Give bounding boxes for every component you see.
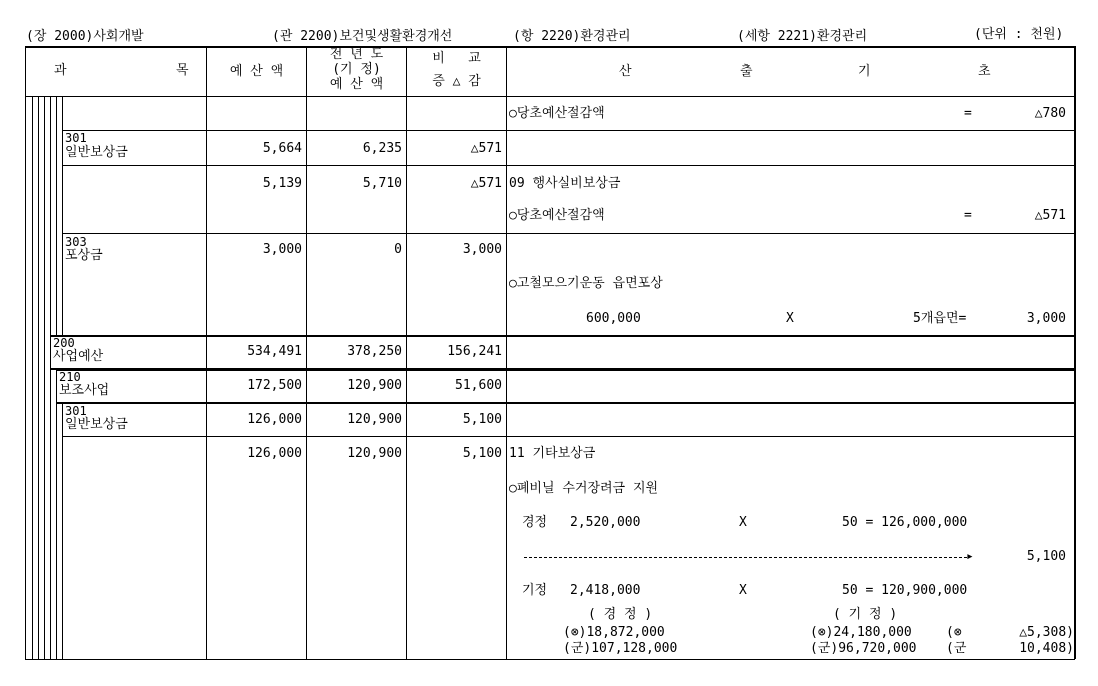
row3-name: 포상금 <box>65 248 103 263</box>
row2-prev: 5,710 <box>362 176 402 191</box>
indent-line <box>32 96 33 659</box>
row6-prev: 120,900 <box>347 412 402 427</box>
header-sehang: (세항 2221)환경관리 <box>737 29 868 44</box>
col-divider-basis <box>506 46 507 659</box>
gi-unit-price: 2,418,000 <box>570 583 641 598</box>
kyung-do: (⊗)18,872,000 <box>563 625 665 640</box>
kyung-head: ( 경 정 ) <box>588 607 653 622</box>
row3-basis-text: ○고철모으기운동 읍면포상 <box>509 276 663 291</box>
indent-line <box>62 96 63 336</box>
row3-calc-b: 5개읍면= <box>913 311 967 326</box>
row1-budget: 5,664 <box>262 141 302 156</box>
row-separator <box>50 335 1075 337</box>
row2-basis-title: 09 행사실비보상금 <box>509 176 621 191</box>
row5-name: 보조사업 <box>59 383 110 398</box>
row2-diff: △571 <box>470 176 502 191</box>
col-header-basis-3: 기 <box>858 64 871 79</box>
row4-prev: 378,250 <box>347 344 402 359</box>
gi-times: X <box>739 583 747 598</box>
col-header-basis-2: 출 <box>740 64 753 79</box>
row7-prev: 120,900 <box>347 446 402 461</box>
col-header-gwamok-2: 목 <box>176 63 189 78</box>
row1-diff: △571 <box>470 141 502 156</box>
row0-basis-text: ○당초예산절감액 <box>509 106 605 121</box>
indent-line <box>56 96 57 336</box>
row2-budget: 5,139 <box>262 176 302 191</box>
row-separator <box>62 165 1074 166</box>
kyung-gun: (군)107,128,000 <box>563 641 678 656</box>
dash-value: 5,100 <box>1026 549 1066 564</box>
indent-line <box>62 403 63 659</box>
row6-budget: 126,000 <box>247 412 302 427</box>
row7-basis-text: ○폐비닐 수거장려금 지원 <box>509 481 659 496</box>
diff-do-label: (⊗ <box>946 625 962 640</box>
row-separator <box>62 233 1074 234</box>
row3-budget: 3,000 <box>262 242 302 257</box>
kyung-unit-price: 2,520,000 <box>570 515 641 530</box>
row-separator <box>56 369 1075 371</box>
arrow-icon: ▸ <box>966 549 974 564</box>
col-header-prev-3: 예 산 액 <box>329 77 384 92</box>
row4-code: 200 <box>53 336 75 350</box>
row6-diff: 5,100 <box>462 412 502 427</box>
indent-line <box>38 96 39 659</box>
row7-budget: 126,000 <box>247 446 302 461</box>
gi-head: ( 기 정 ) <box>833 607 898 622</box>
kyung-result: 50 = 126,000,000 <box>842 515 968 530</box>
row3-diff: 3,000 <box>462 242 502 257</box>
gi-label: 기정 <box>522 583 548 598</box>
col-header-compare-1: 비 교 <box>432 51 481 66</box>
row3-calc-a: 600,000 <box>586 311 641 326</box>
diff-gun: 10,408) <box>1019 641 1074 656</box>
row0-basis-eq: = <box>964 106 972 121</box>
header-unit: (단위 : 천원) <box>974 27 1064 42</box>
kyung-label: 경정 <box>522 515 548 530</box>
row2-basis-eq: = <box>964 208 972 223</box>
row6-name: 일반보상금 <box>65 417 128 432</box>
row4-name: 사업예산 <box>53 349 104 364</box>
indent-line <box>56 369 57 659</box>
row5-code: 210 <box>59 370 81 384</box>
row3-calc-x: X <box>786 311 794 326</box>
indent-line <box>50 96 51 659</box>
row3-code: 303 <box>65 235 87 249</box>
table-left-border <box>25 46 26 659</box>
row1-prev: 6,235 <box>362 141 402 156</box>
diff-do: △5,308) <box>1019 625 1074 640</box>
row2-basis-text: ○당초예산절감액 <box>509 208 605 223</box>
gi-gun: (군)96,720,000 <box>810 641 917 656</box>
row5-budget: 172,500 <box>247 378 302 393</box>
row-separator <box>62 130 1074 131</box>
row5-diff: 51,600 <box>455 378 502 393</box>
row4-budget: 534,491 <box>247 344 302 359</box>
row-separator <box>62 436 1074 437</box>
row5-prev: 120,900 <box>347 378 402 393</box>
table-top-border <box>25 46 1075 48</box>
table-bottom-border <box>25 659 1075 660</box>
row-separator <box>56 402 1075 404</box>
dashed-leader <box>524 557 967 558</box>
row1-code: 301 <box>65 131 87 145</box>
row1-name: 일반보상금 <box>65 145 128 160</box>
row7-diff: 5,100 <box>462 446 502 461</box>
col-header-gwamok-1: 과 <box>54 63 67 78</box>
diff-gun-label: (군 <box>946 641 967 656</box>
row4-diff: 156,241 <box>447 344 502 359</box>
gi-result: 50 = 120,900,000 <box>842 583 968 598</box>
indent-line <box>44 96 45 659</box>
row7-basis-title: 11 기타보상금 <box>509 446 596 461</box>
row3-calc-value: 3,000 <box>1026 311 1066 326</box>
row2-basis-value: △571 <box>1034 208 1066 223</box>
kyung-times: X <box>739 515 747 530</box>
row3-prev: 0 <box>394 242 402 257</box>
row0-basis-value: △780 <box>1034 106 1066 121</box>
col-header-basis-1: 산 <box>619 64 632 79</box>
header-hang: (항 2220)환경관리 <box>513 29 631 44</box>
col-header-compare-2: 증 △ 감 <box>432 74 481 89</box>
col-header-budget: 예 산 액 <box>229 64 284 79</box>
table-right-border <box>1074 46 1076 659</box>
row6-code: 301 <box>65 404 87 418</box>
col-header-prev-2: (기 정) <box>332 62 381 77</box>
col-header-prev-1: 전 년 도 <box>329 47 384 62</box>
header-gwan: (관 2200)보건및생활환경개선 <box>272 29 453 44</box>
gi-do: (⊗)24,180,000 <box>810 625 912 640</box>
col-header-basis-4: 초 <box>978 64 991 79</box>
header-jang: (장 2000)사회개발 <box>26 29 144 44</box>
header-bottom-border <box>25 96 1075 97</box>
